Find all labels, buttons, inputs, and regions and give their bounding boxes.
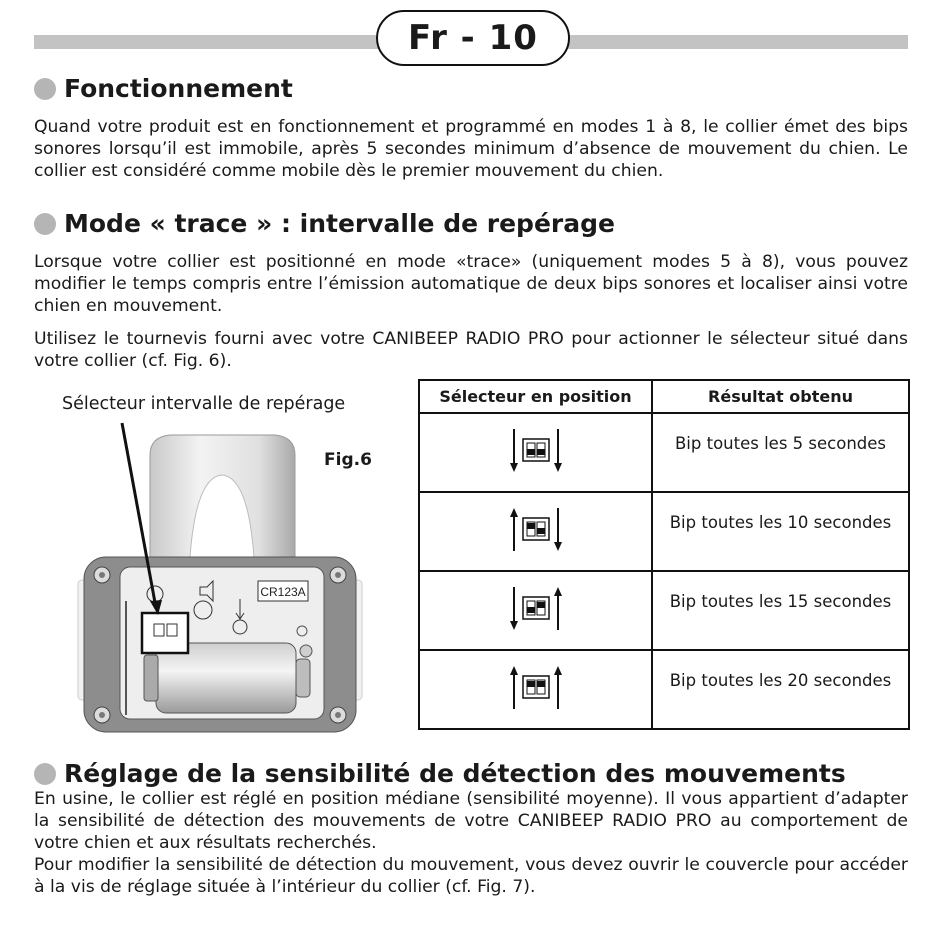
figure-selector-label: Sélecteur intervalle de repérage	[62, 394, 346, 414]
selector-table	[418, 379, 910, 730]
section-title-text: Réglage de la sensibilité de détection des mouvements	[64, 759, 846, 788]
result-cell	[652, 571, 909, 650]
table-row	[419, 413, 909, 492]
dip-switch-down-down-icon	[506, 425, 566, 477]
result-text: Bip toutes les 10 secondes	[669, 513, 892, 532]
table-row	[419, 492, 909, 571]
table-row	[419, 650, 909, 729]
selector-position-cell	[419, 413, 652, 492]
table-header-row	[419, 380, 909, 413]
bullet-dot-icon	[34, 763, 56, 785]
selector-position-cell	[419, 650, 652, 729]
header-selector-position: Sélecteur en position	[419, 380, 652, 413]
section-title-text: Fonctionnement	[64, 74, 293, 103]
dip-switch-up-up-icon	[506, 662, 566, 714]
dip-switch-down-up-icon	[506, 583, 566, 635]
paragraph-mode-trace-1: Lorsque votre collier est positionné en mode «trace» (uniquement modes 5 à 8), vous pouvez modifier le temps compris entre l’émission automatique de deux bips sonores et localiser ainsi votre chien en mouvement.	[34, 252, 908, 316]
selector-position-cell	[419, 571, 652, 650]
header-rule-right	[562, 35, 908, 49]
bullet-dot-icon	[34, 78, 56, 100]
section-title-fonctionnement	[34, 74, 293, 103]
table-row	[419, 571, 909, 650]
section-title-mode-trace	[34, 209, 615, 238]
header-result: Résultat obtenu	[652, 380, 909, 413]
paragraph-sensibilite-1: En usine, le collier est réglé en position médiane (sensibilité moyenne). Il vous appartient d’adapter la sensibilité de détection des mouvements de votre CANIBEEP RADIO PRO au comportement de votre chien et aux résultats recherchés.	[34, 789, 908, 853]
battery-label: CR123A	[260, 585, 306, 599]
header-rule-left	[34, 35, 380, 49]
paragraph-fonctionnement: Quand votre produit est en fonctionnement et programmé en modes 1 à 8, le collier émet des bips sonores lorsqu’il est immobile, après 5 secondes minimum d’absence de mouvement du chien. Le collier est considéré comme mobile dès le premier mouvement du chien.	[34, 117, 908, 181]
paragraph-mode-trace-2: Utilisez le tournevis fourni avec votre CANIBEEP RADIO PRO pour actionner le sélecteur situé dans votre collier (cf. Fig. 6).	[34, 329, 908, 371]
result-text: Bip toutes les 20 secondes	[669, 671, 892, 690]
collar-device-illustration	[70, 415, 370, 745]
figure-caption: Fig.6	[324, 450, 372, 470]
paragraph-sensibilite-2: Pour modifier la sensibilité de détection du mouvement, vous devez ouvrir le couvercle pour accéder à la vis de réglage située à l’intérieur du collier (cf. Fig. 7).	[34, 855, 908, 897]
result-text: Bip toutes les 5 secondes	[674, 434, 887, 453]
selector-position-cell	[419, 492, 652, 571]
page-number: Fr - 10	[376, 10, 570, 66]
bullet-dot-icon	[34, 213, 56, 235]
result-text: Bip toutes les 15 secondes	[669, 592, 892, 611]
section-title-sensibilite	[34, 759, 846, 788]
dip-switch-up-down-icon	[506, 504, 566, 556]
result-cell	[652, 650, 909, 729]
result-cell	[652, 492, 909, 571]
section-title-text: Mode « trace » : intervalle de repérage	[64, 209, 615, 238]
result-cell	[652, 413, 909, 492]
